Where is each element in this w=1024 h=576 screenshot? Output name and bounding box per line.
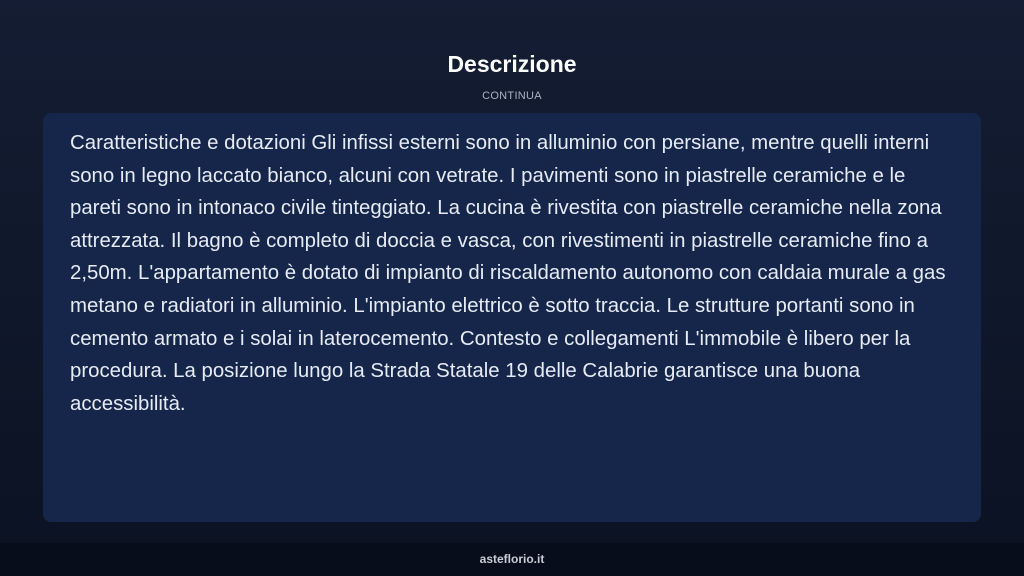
footer-bar: [0, 543, 1024, 576]
description-text: Caratteristiche e dotazioni Gli infissi esterni sono in alluminio con persiane, mentre quelli interni sono in legno laccato bianco, alcuni con vetrate. I pavimenti sono in piastrelle ceramiche e le pareti sono in intonaco civile tinteggiato. La cucina è rivestita con piastrelle ceramiche nella zona attrezzata. Il bagno è completo di doccia e vasca, con rivestimenti in piastrelle ceramiche fino a 2,50m. L'appartamento è dotato di impianto di riscaldamento autonomo con caldaia murale a gas metano e radiatori in alluminio. L'impianto elettrico è sotto traccia. Le strutture portanti sono in cemento armato e i solai in laterocemento. Contesto e collegamenti L'immobile è libero per la procedura. La posizione lungo la Strada Statale 19 delle Calabrie garantisce una buona accessibilità.: [70, 132, 946, 415]
continua-label: CONTINUA: [482, 90, 542, 102]
description-card: [43, 113, 981, 522]
page-title: Descrizione: [447, 51, 577, 77]
footer-site-link[interactable]: asteflorio.it: [479, 552, 545, 566]
